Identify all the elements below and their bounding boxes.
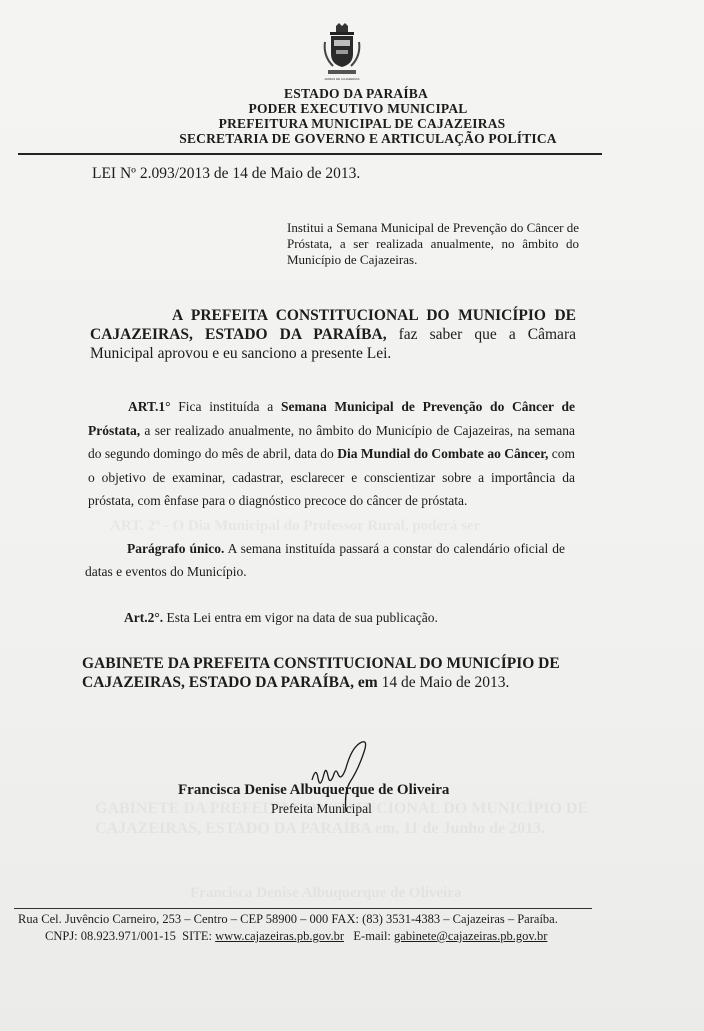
- closing-statement: GABINETE DA PREFEITA CONSTITUCIONAL DO MUNICÍPIO DE CAJAZEIRAS, ESTADO DA PARAÍBA, em 14 de Maio de 2013.: [82, 655, 560, 691]
- article-1-label: ART.1°: [128, 399, 171, 414]
- footer-divider: [14, 908, 592, 909]
- preamble-text: faz saber que a Câmara Municipal aprovou e eu sanciono a presente Lei.: [90, 326, 576, 362]
- header-secretariat: SECRETARIA DE GOVERNO E ARTICULAÇÃO POLÍTICA: [179, 131, 557, 146]
- coat-of-arms-icon: [322, 22, 362, 82]
- website-link[interactable]: www.cajazeiras.pb.gov.br: [215, 929, 345, 943]
- header-state: ESTADO DA PARAÍBA: [284, 86, 428, 101]
- svg-text:ARMAS DE CAJAZEIRAS: ARMAS DE CAJAZEIRAS: [324, 77, 360, 81]
- signer-name: Francisca Denise Albuquerque de Oliveira: [178, 782, 450, 798]
- footer-address: Rua Cel. Juvêncio Carneiro, 253 – Centro – CEP 58900 – 000 FAX: (83) 3531-4383 – Cajazeiras – Paraíba.: [18, 912, 558, 926]
- article-2-label: Art.2°.: [124, 610, 164, 625]
- law-summary: Institui a Semana Municipal de Prevenção do Câncer de Próstata, a ser realizada anualmente, no âmbito do Município de Cajazeiras.: [287, 220, 579, 267]
- email-link[interactable]: gabinete@cajazeiras.pb.gov.br: [394, 929, 548, 943]
- preamble: [90, 306, 576, 363]
- signer-title: Prefeita Municipal: [271, 801, 372, 816]
- bleed-through-text: [190, 885, 461, 902]
- preamble-bold: A PREFEITA CONSTITUCIONAL DO MUNICÍPIO DE CAJAZEIRAS, ESTADO DA PARAÍBA,: [90, 307, 576, 343]
- law-title: LEI Nº 2.093/2013 de 14 de Maio de 2013.: [92, 165, 361, 182]
- header-divider: [18, 153, 602, 155]
- bleed-through-text: [95, 820, 545, 838]
- bleed-through-text: [110, 518, 480, 535]
- header-city-hall: PREFEITURA MUNICIPAL DE CAJAZEIRAS: [218, 116, 506, 131]
- article-2: Art.2°. Esta Lei entra em vigor na data de sua publicação.: [124, 610, 438, 625]
- sole-paragraph-label: Parágrafo único.: [127, 541, 225, 556]
- sole-paragraph: Parágrafo único. A semana instituída passará a constar do calendário oficial de datas e eventos do Município.: [85, 541, 565, 579]
- article-1: ART.1° Fica instituída a Semana Municipal de Prevenção do Câncer de Próstata, a ser realizado anualmente, no âmbito do Município de Cajazeiras, na semana do segundo domingo do mês de abril, data do Dia Mundial do Combate ao Câncer, com o objetivo de examinar, cadastrar, esclarecer e conscientizar sobre a importância da próstata, com ênfase para o diagnóstico precoce do câncer de próstata.: [88, 399, 575, 508]
- footer-contacts: CNPJ: 08.923.971/001-15 SITE: www.cajazeiras.pb.gov.br E-mail: gabinete@cajazeiras.pb.gov.br: [45, 929, 548, 943]
- header-branch: PODER EXECUTIVO MUNICIPAL: [248, 101, 468, 116]
